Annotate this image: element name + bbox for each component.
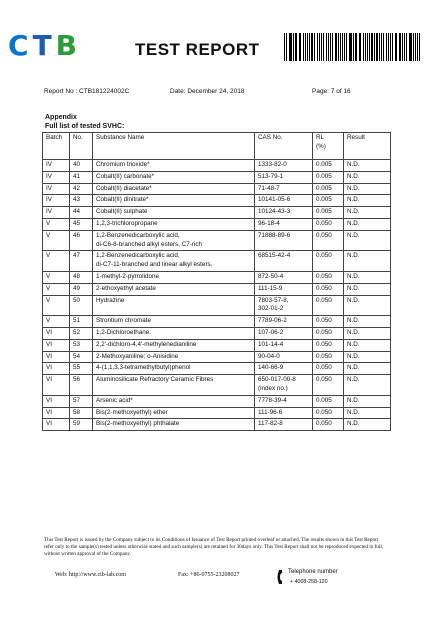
header-substance: Substance Name: [93, 133, 255, 160]
substance-line: Bis(2-methoxyethyl) ether: [96, 408, 168, 416]
cas-cell: [255, 218, 313, 230]
barcode-bar: [386, 33, 387, 61]
barcode-bar: [353, 33, 354, 61]
cas-cell: [255, 251, 313, 272]
result-cell: N.D.: [344, 283, 391, 295]
svhc-table: [42, 132, 391, 431]
table-row: [43, 363, 391, 375]
barcode-bar: [413, 33, 414, 61]
cas-line: 101-14-4: [258, 340, 284, 348]
substance-line: Cobalt(II) diacetate*: [96, 184, 152, 192]
cas-line: 7803-57-8,: [258, 296, 289, 304]
substance-cell: [93, 363, 255, 375]
substance-cell: [93, 251, 255, 272]
rl-cell: 0.050: [313, 339, 344, 351]
cas-cell: [255, 339, 313, 351]
barcode-bar: [367, 33, 368, 61]
cas-line: 117-82-8: [258, 420, 283, 428]
logo-letter-b: B: [55, 29, 79, 62]
result-cell: N.D.: [344, 339, 391, 351]
rl-cell: 0.005: [313, 160, 344, 172]
table-row: [43, 183, 391, 195]
page-number: Page: 7 of 16: [312, 88, 351, 95]
result-cell: N.D.: [344, 351, 391, 363]
barcode-bar: [359, 33, 360, 61]
cas-cell: [255, 316, 313, 328]
cas-line: 140-66-9: [258, 364, 284, 372]
substance-line: Chromium trioxide*: [96, 161, 150, 168]
batch-cell: V: [43, 271, 70, 283]
table-row: [43, 207, 391, 219]
number-cell: 58: [70, 407, 93, 419]
barcode-bar: [290, 33, 291, 61]
number-cell: 59: [70, 419, 93, 431]
substance-cell: [93, 295, 255, 316]
barcode-bar: [323, 33, 324, 61]
substance-cell: [93, 183, 255, 195]
table-row: [43, 375, 391, 396]
cas-cell: [255, 195, 313, 207]
telephone-label: Telephone number: [288, 569, 338, 575]
batch-cell: VI: [43, 327, 70, 339]
cas-line: 513-79-1: [258, 172, 284, 180]
result-cell: N.D.: [344, 407, 391, 419]
substance-line: Cobalt(II) dinitrate*: [96, 196, 149, 204]
result-cell: N.D.: [344, 207, 391, 219]
rl-cell: 0.050: [313, 351, 344, 363]
cas-cell: [255, 363, 313, 375]
barcode-bar: [332, 33, 333, 61]
batch-cell: VI: [43, 395, 70, 407]
barcode-bar: [363, 33, 364, 61]
cas-cell: [255, 183, 313, 195]
barcode-bar: [326, 33, 327, 61]
result-cell: N.D.: [344, 419, 391, 431]
barcode-bar: [410, 33, 411, 61]
rl-cell: 0.050: [313, 407, 344, 419]
result-cell: N.D.: [344, 363, 391, 375]
substance-line: 1,2-Dichloroethane.: [96, 328, 151, 336]
barcode-bar: [365, 33, 366, 61]
batch-cell: VI: [43, 363, 70, 375]
barcode-bar: [369, 33, 370, 61]
cas-cell: [255, 160, 313, 172]
number-cell: 47: [70, 251, 93, 272]
barcode-bar: [307, 33, 308, 61]
rl-cell: 0.050: [313, 295, 344, 316]
rl-cell: 0.050: [313, 230, 344, 251]
barcode-bar: [404, 33, 405, 61]
header-rl-label: RL: [316, 134, 325, 141]
batch-cell: VI: [43, 407, 70, 419]
substance-cell: [93, 218, 255, 230]
barcode-bar: [330, 33, 331, 61]
cas-cell: [255, 283, 313, 295]
barcode-bar: [390, 33, 391, 61]
batch-cell: VI: [43, 339, 70, 351]
batch-cell: VI: [43, 351, 70, 363]
result-cell: N.D.: [344, 171, 391, 183]
cas-line: 1333-82-0: [258, 161, 287, 168]
barcode-bar: [346, 33, 347, 61]
table-row: [43, 327, 391, 339]
substance-line: Strontium chromate: [96, 317, 151, 325]
table-row: [43, 171, 391, 183]
substance-line: Hydrazine: [96, 296, 125, 304]
substance-line: Arsenic acid*: [96, 396, 133, 404]
cas-cell: [255, 207, 313, 219]
rl-cell: 0.050: [313, 251, 344, 272]
substance-cell: [93, 230, 255, 251]
substance-cell: [93, 419, 255, 431]
cas-line: 10141-05-6: [258, 196, 291, 204]
table-row: [43, 295, 391, 316]
rl-cell: 0.050: [313, 271, 344, 283]
cas-cell: [255, 375, 313, 396]
barcode-bar: [409, 33, 410, 61]
table-row: [43, 230, 391, 251]
barcode-bar: [305, 33, 306, 61]
table-row: [43, 395, 391, 407]
barcode-bar: [335, 33, 337, 61]
substance-cell: [93, 195, 255, 207]
number-cell: 49: [70, 283, 93, 295]
barcode-bar: [379, 33, 380, 61]
result-cell: N.D.: [344, 316, 391, 328]
result-cell: N.D.: [344, 395, 391, 407]
cas-line: 107-06-2: [258, 328, 284, 336]
number-cell: 45: [70, 218, 93, 230]
batch-cell: V: [43, 316, 70, 328]
barcode-bar: [388, 33, 389, 61]
barcode-bar: [399, 33, 401, 61]
barcode-bar: [293, 33, 294, 61]
rl-cell: 0.050: [313, 375, 344, 396]
telephone-number: + 4008-258-120: [290, 579, 328, 585]
result-cell: N.D.: [344, 230, 391, 251]
table-row: [43, 351, 391, 363]
substance-line: 2-Methoxyaniline; o-Anisidine: [96, 352, 179, 360]
result-cell: N.D.: [344, 271, 391, 283]
cas-line: 90-04-0: [258, 352, 280, 360]
cas-cell: [255, 295, 313, 316]
barcode-bar: [317, 33, 318, 61]
substance-line: 1,2-Benzenedicarboxylic acid,: [96, 231, 180, 239]
barcode-image: [284, 33, 422, 61]
cas-cell: [255, 327, 313, 339]
barcode-bar: [350, 33, 351, 61]
barcode-bar: [415, 33, 416, 61]
barcode-bar: [314, 33, 315, 61]
substance-line: 1,2-Benzenedicarboxylic acid,: [96, 252, 180, 260]
table-row: [43, 251, 391, 272]
batch-cell: V: [43, 251, 70, 272]
number-cell: 54: [70, 351, 93, 363]
number-cell: 44: [70, 207, 93, 219]
number-cell: 55: [70, 363, 93, 375]
barcode-bar: [406, 33, 407, 61]
substance-line: di-C7-11-branched and linear alkyl esters.: [96, 261, 213, 269]
batch-cell: IV: [43, 207, 70, 219]
table-row: [43, 160, 391, 172]
rl-cell: 0.050: [313, 316, 344, 328]
substance-cell: [93, 407, 255, 419]
website-text: Web: http://www.ctb-lab.com: [55, 572, 126, 578]
appendix-subtitle: Full list of tested SVHC:: [45, 123, 125, 130]
barcode-bar: [342, 33, 343, 61]
barcode-bar: [383, 33, 384, 61]
cas-line: (index no.): [258, 384, 288, 392]
substance-line: 2-ethoxyethyl acetate: [96, 284, 156, 292]
cas-line: 111-96-6: [258, 408, 283, 416]
barcode-bar: [402, 33, 403, 61]
cas-cell: [255, 351, 313, 363]
cas-cell: [255, 230, 313, 251]
barcode-bar: [311, 33, 313, 61]
result-cell: N.D.: [344, 327, 391, 339]
substance-line: 1,2,3-trichloropropane: [96, 219, 158, 227]
number-cell: 57: [70, 395, 93, 407]
substance-cell: [93, 271, 255, 283]
cas-cell: [255, 271, 313, 283]
barcode-bar: [303, 33, 304, 61]
barcode-bar: [321, 33, 322, 61]
rl-cell: 0.050: [313, 363, 344, 375]
cas-line: 7789-06-2: [258, 317, 287, 325]
barcode-bar: [396, 33, 397, 61]
rl-cell: 0.005: [313, 207, 344, 219]
substance-cell: [93, 339, 255, 351]
batch-cell: IV: [43, 160, 70, 172]
rl-cell: 0.050: [313, 218, 344, 230]
header-no: No.: [70, 133, 93, 160]
appendix-title: Appendix: [45, 114, 77, 121]
barcode-bar: [328, 33, 329, 61]
header-batch: Batch: [43, 133, 70, 160]
barcode-bar: [309, 33, 310, 61]
telephone-icon: [276, 569, 286, 585]
table-body: [43, 160, 391, 431]
number-cell: 46: [70, 230, 93, 251]
substance-cell: [93, 283, 255, 295]
logo-letter-c: C: [8, 29, 30, 62]
substance-cell: [93, 160, 255, 172]
substance-line: Cobalt(II) sulphate: [96, 208, 148, 216]
barcode-bar: [286, 33, 287, 61]
cas-line: 71-48-7: [258, 184, 280, 192]
barcode-bar: [349, 33, 350, 61]
cas-line: 96-18-4: [258, 219, 280, 227]
cas-cell: [255, 407, 313, 419]
cas-line: 650-017-00-8: [258, 376, 296, 384]
cas-line: 302-01-2: [258, 305, 284, 313]
report-number: Report No : CTB181224002C: [44, 88, 130, 95]
result-cell: N.D.: [344, 183, 391, 195]
substance-line: 4-(1,1,3,3-tetramethylbutyl)phenol: [96, 364, 191, 372]
number-cell: 53: [70, 339, 93, 351]
batch-cell: V: [43, 230, 70, 251]
rl-cell: 0.050: [313, 327, 344, 339]
batch-cell: VI: [43, 419, 70, 431]
header-rl-unit: (%): [316, 142, 326, 150]
number-cell: 56: [70, 375, 93, 396]
substance-line: 1-methyl-2-pyrrolidone: [96, 272, 159, 280]
barcode-bar: [381, 33, 382, 61]
barcode-bar: [295, 33, 297, 61]
barcode-bar: [395, 33, 396, 61]
barcode-bar: [300, 33, 301, 61]
barcode-bar: [376, 33, 378, 61]
barcode-bar: [319, 33, 320, 61]
report-date: Date: December 24, 2018: [170, 88, 245, 95]
number-cell: 43: [70, 195, 93, 207]
barcode-bar: [355, 33, 357, 61]
barcode-bar: [374, 33, 375, 61]
result-cell: N.D.: [344, 251, 391, 272]
substance-cell: [93, 351, 255, 363]
ctb-logo: [8, 29, 79, 62]
header-cas: CAS No.: [255, 133, 313, 160]
rl-cell: 0.050: [313, 283, 344, 295]
cas-cell: [255, 171, 313, 183]
table-row: [43, 283, 391, 295]
barcode-bar: [360, 33, 361, 61]
number-cell: 48: [70, 271, 93, 283]
batch-cell: V: [43, 283, 70, 295]
number-cell: 41: [70, 171, 93, 183]
result-cell: N.D.: [344, 375, 391, 396]
cas-line: 10124-43-3: [258, 208, 291, 216]
result-cell: N.D.: [344, 160, 391, 172]
substance-cell: [93, 375, 255, 396]
rl-cell: 0.005: [313, 171, 344, 183]
table-row: [43, 316, 391, 328]
barcode-bar: [417, 33, 418, 61]
barcode-bar: [340, 33, 341, 61]
appendix-heading: [45, 113, 124, 131]
batch-cell: IV: [43, 183, 70, 195]
table-header-row: [43, 133, 391, 160]
substance-line: Bis(2-methoxyethyl) phthalate: [96, 420, 180, 428]
number-cell: 50: [70, 295, 93, 316]
logo-letter-t: T: [32, 29, 53, 62]
table-row: [43, 339, 391, 351]
barcode-bar: [419, 33, 420, 61]
cas-line: 7778-39-4: [258, 396, 287, 404]
barcode-bar: [344, 33, 345, 61]
rl-cell: 0.005: [313, 183, 344, 195]
barcode-bar: [299, 33, 300, 61]
report-title: TEST REPORT: [135, 40, 260, 59]
result-cell: N.D.: [344, 195, 391, 207]
table-row: [43, 271, 391, 283]
barcode-bar: [289, 33, 290, 61]
number-cell: 51: [70, 316, 93, 328]
substance-cell: [93, 207, 255, 219]
header-rl: [313, 133, 344, 160]
table-row: [43, 407, 391, 419]
batch-cell: V: [43, 218, 70, 230]
number-cell: 42: [70, 183, 93, 195]
substance-cell: [93, 327, 255, 339]
cas-cell: [255, 395, 313, 407]
number-cell: 40: [70, 160, 93, 172]
substance-cell: [93, 171, 255, 183]
rl-cell: 0.005: [313, 195, 344, 207]
barcode-bar: [338, 33, 339, 61]
fax-text: Fax: +86-0755-23208027: [178, 572, 240, 578]
substance-line: Aluminosilicate Refractory Ceramic Fibres: [96, 376, 214, 384]
substance-line: Cobalt(II) carbonate*: [96, 172, 155, 180]
barcode-bar: [284, 33, 285, 61]
substance-line: 2,2'-dichloro-4,4'-methylenedianiline: [96, 340, 197, 348]
table-row: [43, 195, 391, 207]
substance-cell: [93, 395, 255, 407]
cas-line: 71888-89-6: [258, 231, 291, 239]
substance-line: di-C6-8-branched alkyl esters, C7-rich: [96, 240, 203, 248]
substance-cell: [93, 316, 255, 328]
cas-line: 68515-42-4: [258, 252, 291, 260]
batch-cell: V: [43, 295, 70, 316]
rl-cell: 0.050: [313, 419, 344, 431]
table-row: [43, 419, 391, 431]
rl-cell: 0.005: [313, 395, 344, 407]
cas-line: 872-50-4: [258, 272, 284, 280]
cas-cell: [255, 419, 313, 431]
batch-cell: VI: [43, 375, 70, 396]
barcode-bar: [371, 33, 372, 61]
cas-line: 111-15-9: [258, 284, 283, 292]
batch-cell: IV: [43, 195, 70, 207]
result-cell: N.D.: [344, 218, 391, 230]
result-cell: N.D.: [344, 295, 391, 316]
header-result: Result: [344, 133, 391, 160]
barcode-bar: [392, 33, 393, 61]
disclaimer-text: This Test Report is issued by the Company subject to its Conditions of Issuance of Test Report printed overleaf or attached. The results shown in this Test Report refer only to the sample(s) tested unless otherwise stated and such sample(s) are retained for 30days only. This Test Report shall not be reproduced expected in full, without written approval of the Company.: [44, 537, 384, 557]
table-row: [43, 218, 391, 230]
number-cell: 52: [70, 327, 93, 339]
batch-cell: IV: [43, 171, 70, 183]
